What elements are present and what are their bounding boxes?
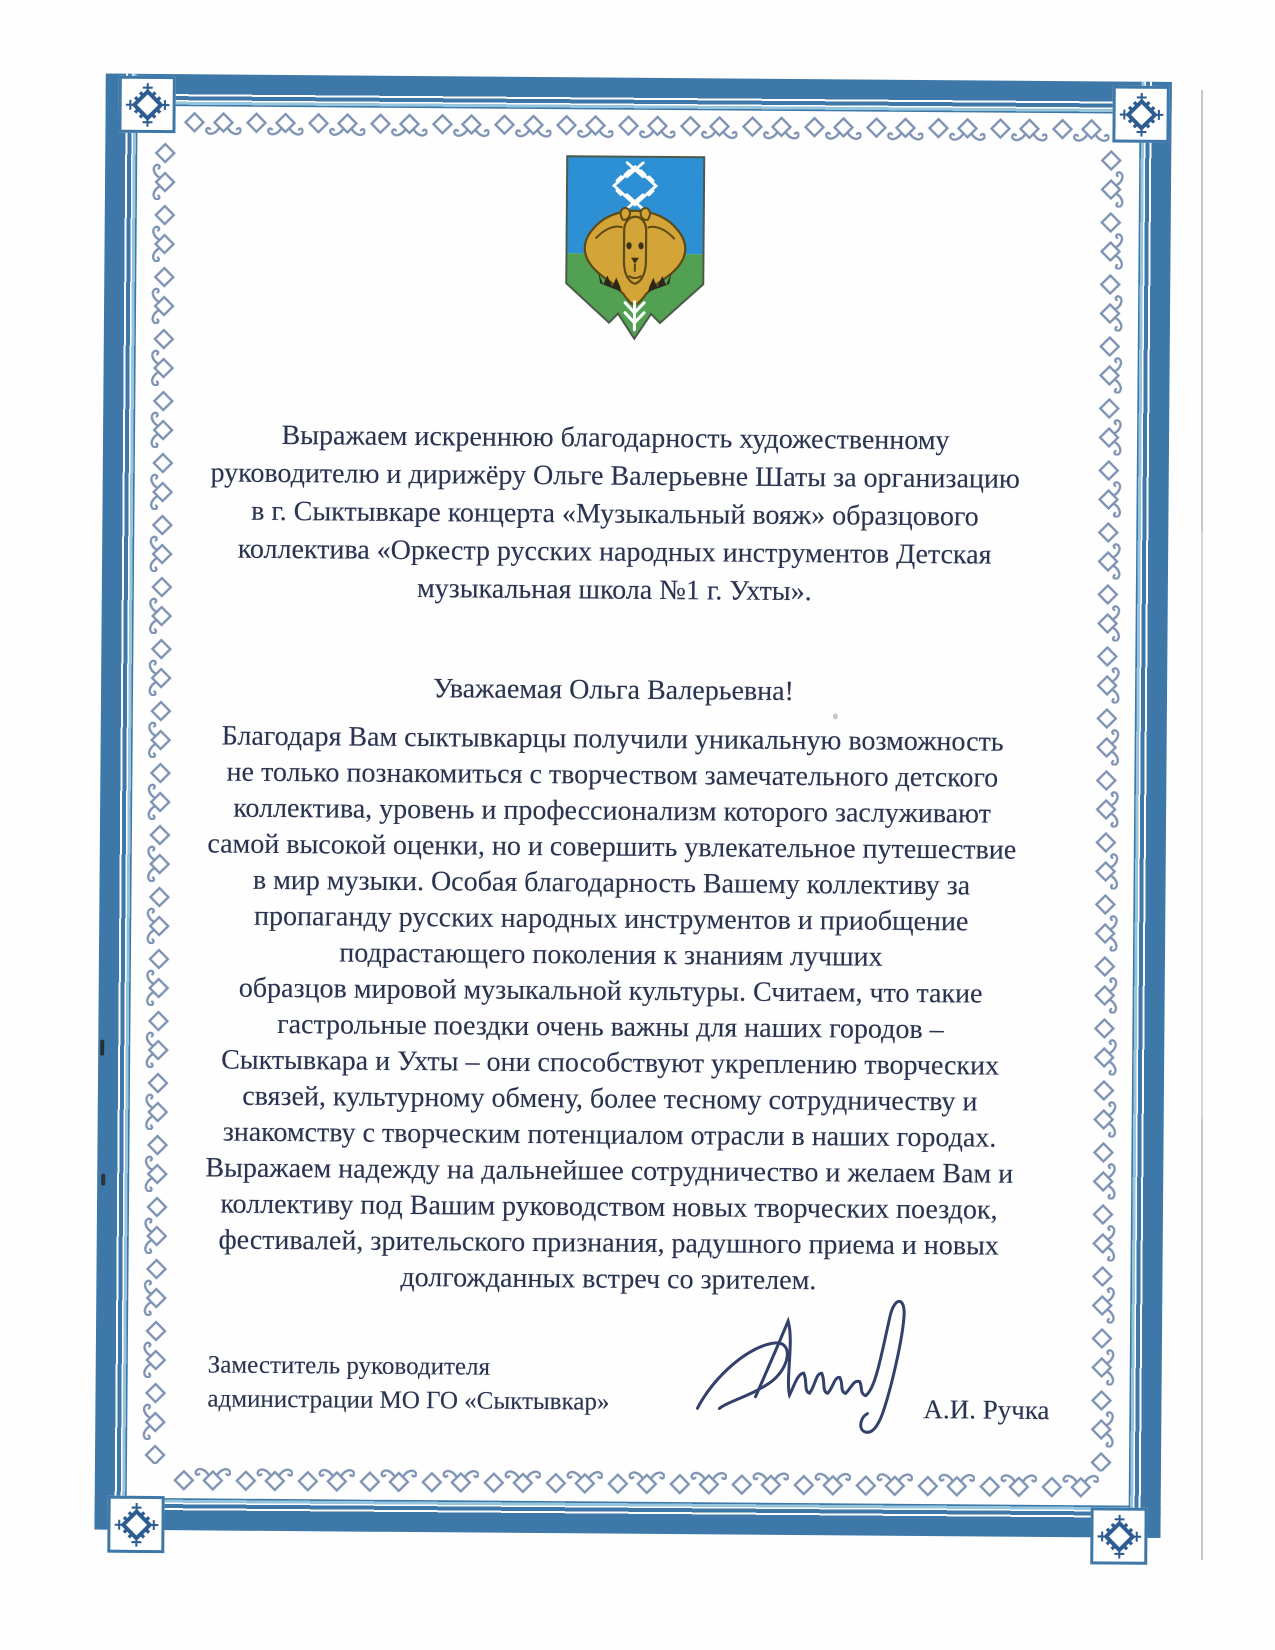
corner-ornament-top-left [118,76,175,133]
salutation-heading: Уважаемая Ольга Валерьевна! [433,673,795,708]
frame-band-right [1128,82,1171,1538]
frame-band-bottom [94,1498,1160,1538]
frame-band-left [94,74,137,1530]
corner-ornament-top-right [1112,86,1169,143]
signer-title: Заместитель руководителя администрации МО ГО «Сыктывкар» [207,1351,610,1416]
scan-speck [100,1040,104,1056]
paper-edge-shadow [1201,90,1203,1560]
gratitude-paragraph: Выражаем искреннюю благодарность художественному руководителю и дирижёру Ольге Валерьевне Шаты за организацию в г. Сыктывкаре концерта «Музыкальный вояж» образцового коллектива «Оркестр русских народных инструментов Детская музыкальная школа №1 г. Ухты». [210,419,1020,608]
komi-diamond-icon [1097,1514,1141,1558]
komi-pattern-strip-top [179,108,1111,143]
komi-pattern-strip-right [1087,145,1125,1471]
komi-diamond-icon [1119,92,1163,136]
komi-pattern-strip-left [141,138,179,1464]
signer-name: А.И. Ручка [923,1394,1050,1426]
corner-ornament-bottom-right [1090,1507,1147,1564]
komi-pattern-strip-bottom [169,1466,1101,1501]
komi-diamond-icon [125,82,169,126]
corner-ornament-bottom-left [107,1496,164,1553]
body-paragraph: Благодаря Вам сыктывкарцы получили уникальную возможность не только познакомиться с творчеством замечательного детского коллектива, уровень и профессионализм которого заслуживают самой высокой оценки, но и совершить увлекательное путешествие в мир музыки. Особая благодарность Вашему коллективу за пропаганду русских народных инструментов и приобщение подрастающего поколения к знаниям лучших образцов мировой музыкальной культуры. Считаем, что такие гастрольные поездки очень важны для наших городов – Сыктывкара и Ухты – они способствуют укреплению творческих связей, культурному обмену, более тесному сотрудничеству и знакомству с творческим потенциалом отрасли в наших городах. Выражаем надежду на дальнейшее сотрудничество и желаем Вам и коллективу под Вашим руководством новых творческих поездок, фестивалей, зрительского признания, радушного приема и новых долгожданных встреч со зрителем. [205,720,1017,1297]
syktyvkar-coat-of-arms-icon [562,152,708,343]
komi-diamond-icon [114,1502,158,1546]
scan-speck [101,1174,105,1186]
scan-speck [833,713,838,719]
